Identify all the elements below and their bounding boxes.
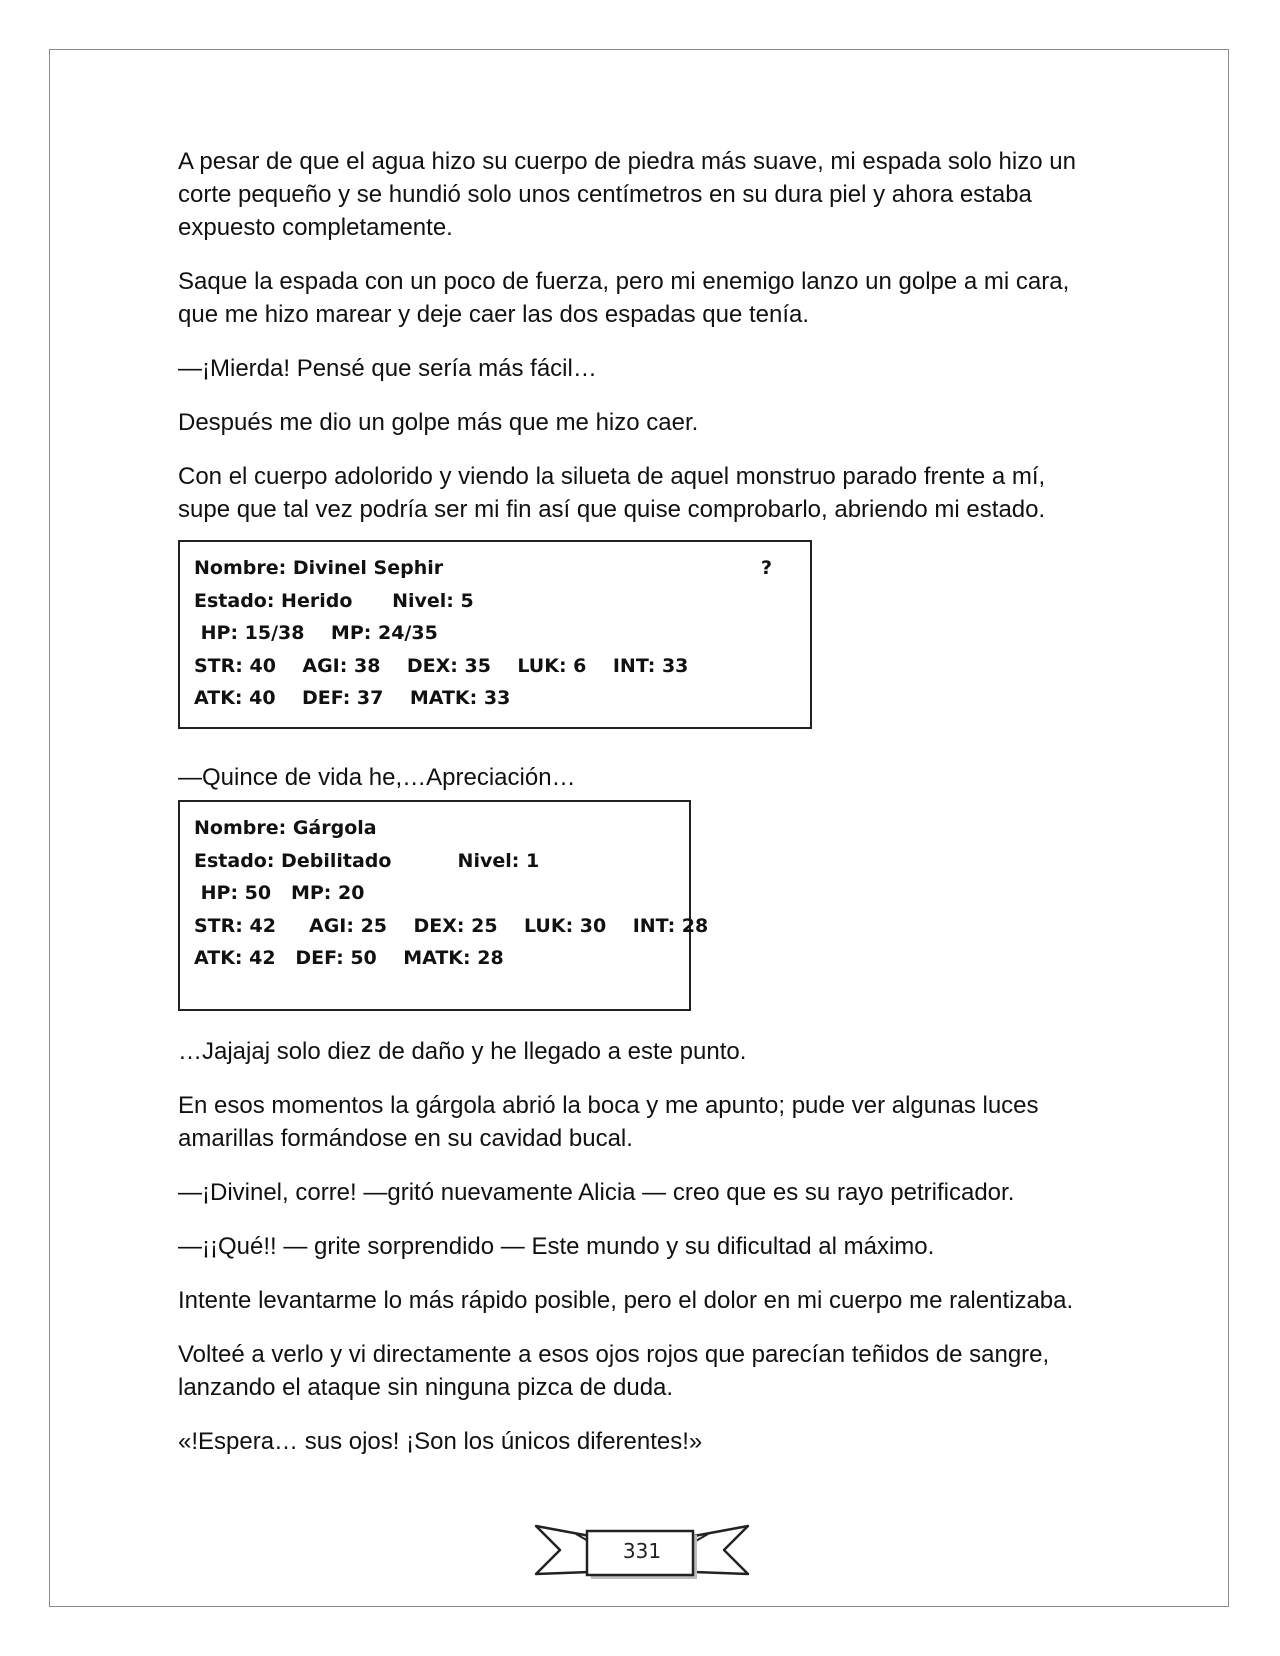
paragraph: A pesar de que el agua hizo su cuerpo de piedra más suave, mi espada solo hizo un corte pequeño y se hundió solo unos centímetros en su dura piel y ahora estaba expuesto completamente. bbox=[178, 148, 1076, 241]
status-name: Nombre: Divinel Sephir bbox=[194, 557, 444, 579]
status-attributes: STR: 40 AGI: 38 DEX: 35 LUK: 6 INT: 33 bbox=[194, 654, 689, 677]
paragraph: …Jajajaj solo diez de daño y he llegado a este punto. bbox=[178, 1038, 747, 1065]
paragraph: —¡Divinel, corre! —gritó nuevamente Alicia — creo que es su rayo petrificador. bbox=[178, 1179, 1015, 1206]
paragraph: Con el cuerpo adolorido y viendo la silueta de aquel monstruo parado frente a mí, supe que tal vez podría ser mi fin así que quise comprobarlo, abriendo mi estado. bbox=[178, 463, 1046, 523]
paragraph: —Quince de vida he,…Apreciación… bbox=[178, 764, 576, 791]
page-number-banner bbox=[532, 1518, 752, 1586]
paragraph: «!Espera… sus ojos! ¡Son los únicos diferentes!» bbox=[178, 1428, 703, 1455]
status-state-level: Estado: Debilitado Nivel: 1 bbox=[194, 849, 540, 872]
question-mark: ? bbox=[760, 557, 772, 579]
page-content bbox=[178, 145, 1103, 1479]
paragraph: Intente levantarme lo más rápido posible, pero el dolor en mi cuerpo me ralentizaba. bbox=[178, 1287, 1074, 1314]
page-number: 331 bbox=[622, 1539, 662, 1563]
paragraph: Volteé a verlo y vi directamente a esos ojos rojos que parecían teñidos de sangre, lanzando el ataque sin ninguna pizca de duda. bbox=[178, 1341, 1050, 1401]
paragraph: Después me dio un golpe más que me hizo caer. bbox=[178, 409, 699, 436]
status-combat: ATK: 40 DEF: 37 MATK: 33 bbox=[194, 687, 511, 709]
enemy-status-box bbox=[178, 800, 709, 1011]
player-status-box bbox=[178, 540, 812, 729]
status-state-level: Estado: Herido Nivel: 5 bbox=[194, 589, 474, 612]
status-attributes: STR: 42 AGI: 25 DEX: 25 LUK: 30 INT: 28 bbox=[194, 914, 709, 937]
paragraph: —¡¡Qué!! — grite sorprendido — Este mundo y su dificultad al máximo. bbox=[178, 1233, 935, 1260]
status-name: Nombre: Gárgola bbox=[194, 817, 377, 839]
paragraph: En esos momentos la gárgola abrió la boca y me apunto; pude ver algunas luces amarillas formándose en su cavidad bucal. bbox=[178, 1092, 1039, 1152]
status-hp-mp: HP: 15/38 MP: 24/35 bbox=[194, 622, 438, 644]
status-hp-mp: HP: 50 MP: 20 bbox=[194, 882, 365, 904]
paragraph: Saque la espada con un poco de fuerza, pero mi enemigo lanzo un golpe a mi cara, que me hizo marear y deje caer las dos espadas que tenía. bbox=[178, 268, 1070, 328]
paragraph: —¡Mierda! Pensé que sería más fácil… bbox=[178, 355, 597, 382]
status-combat: ATK: 42 DEF: 50 MATK: 28 bbox=[194, 947, 504, 969]
